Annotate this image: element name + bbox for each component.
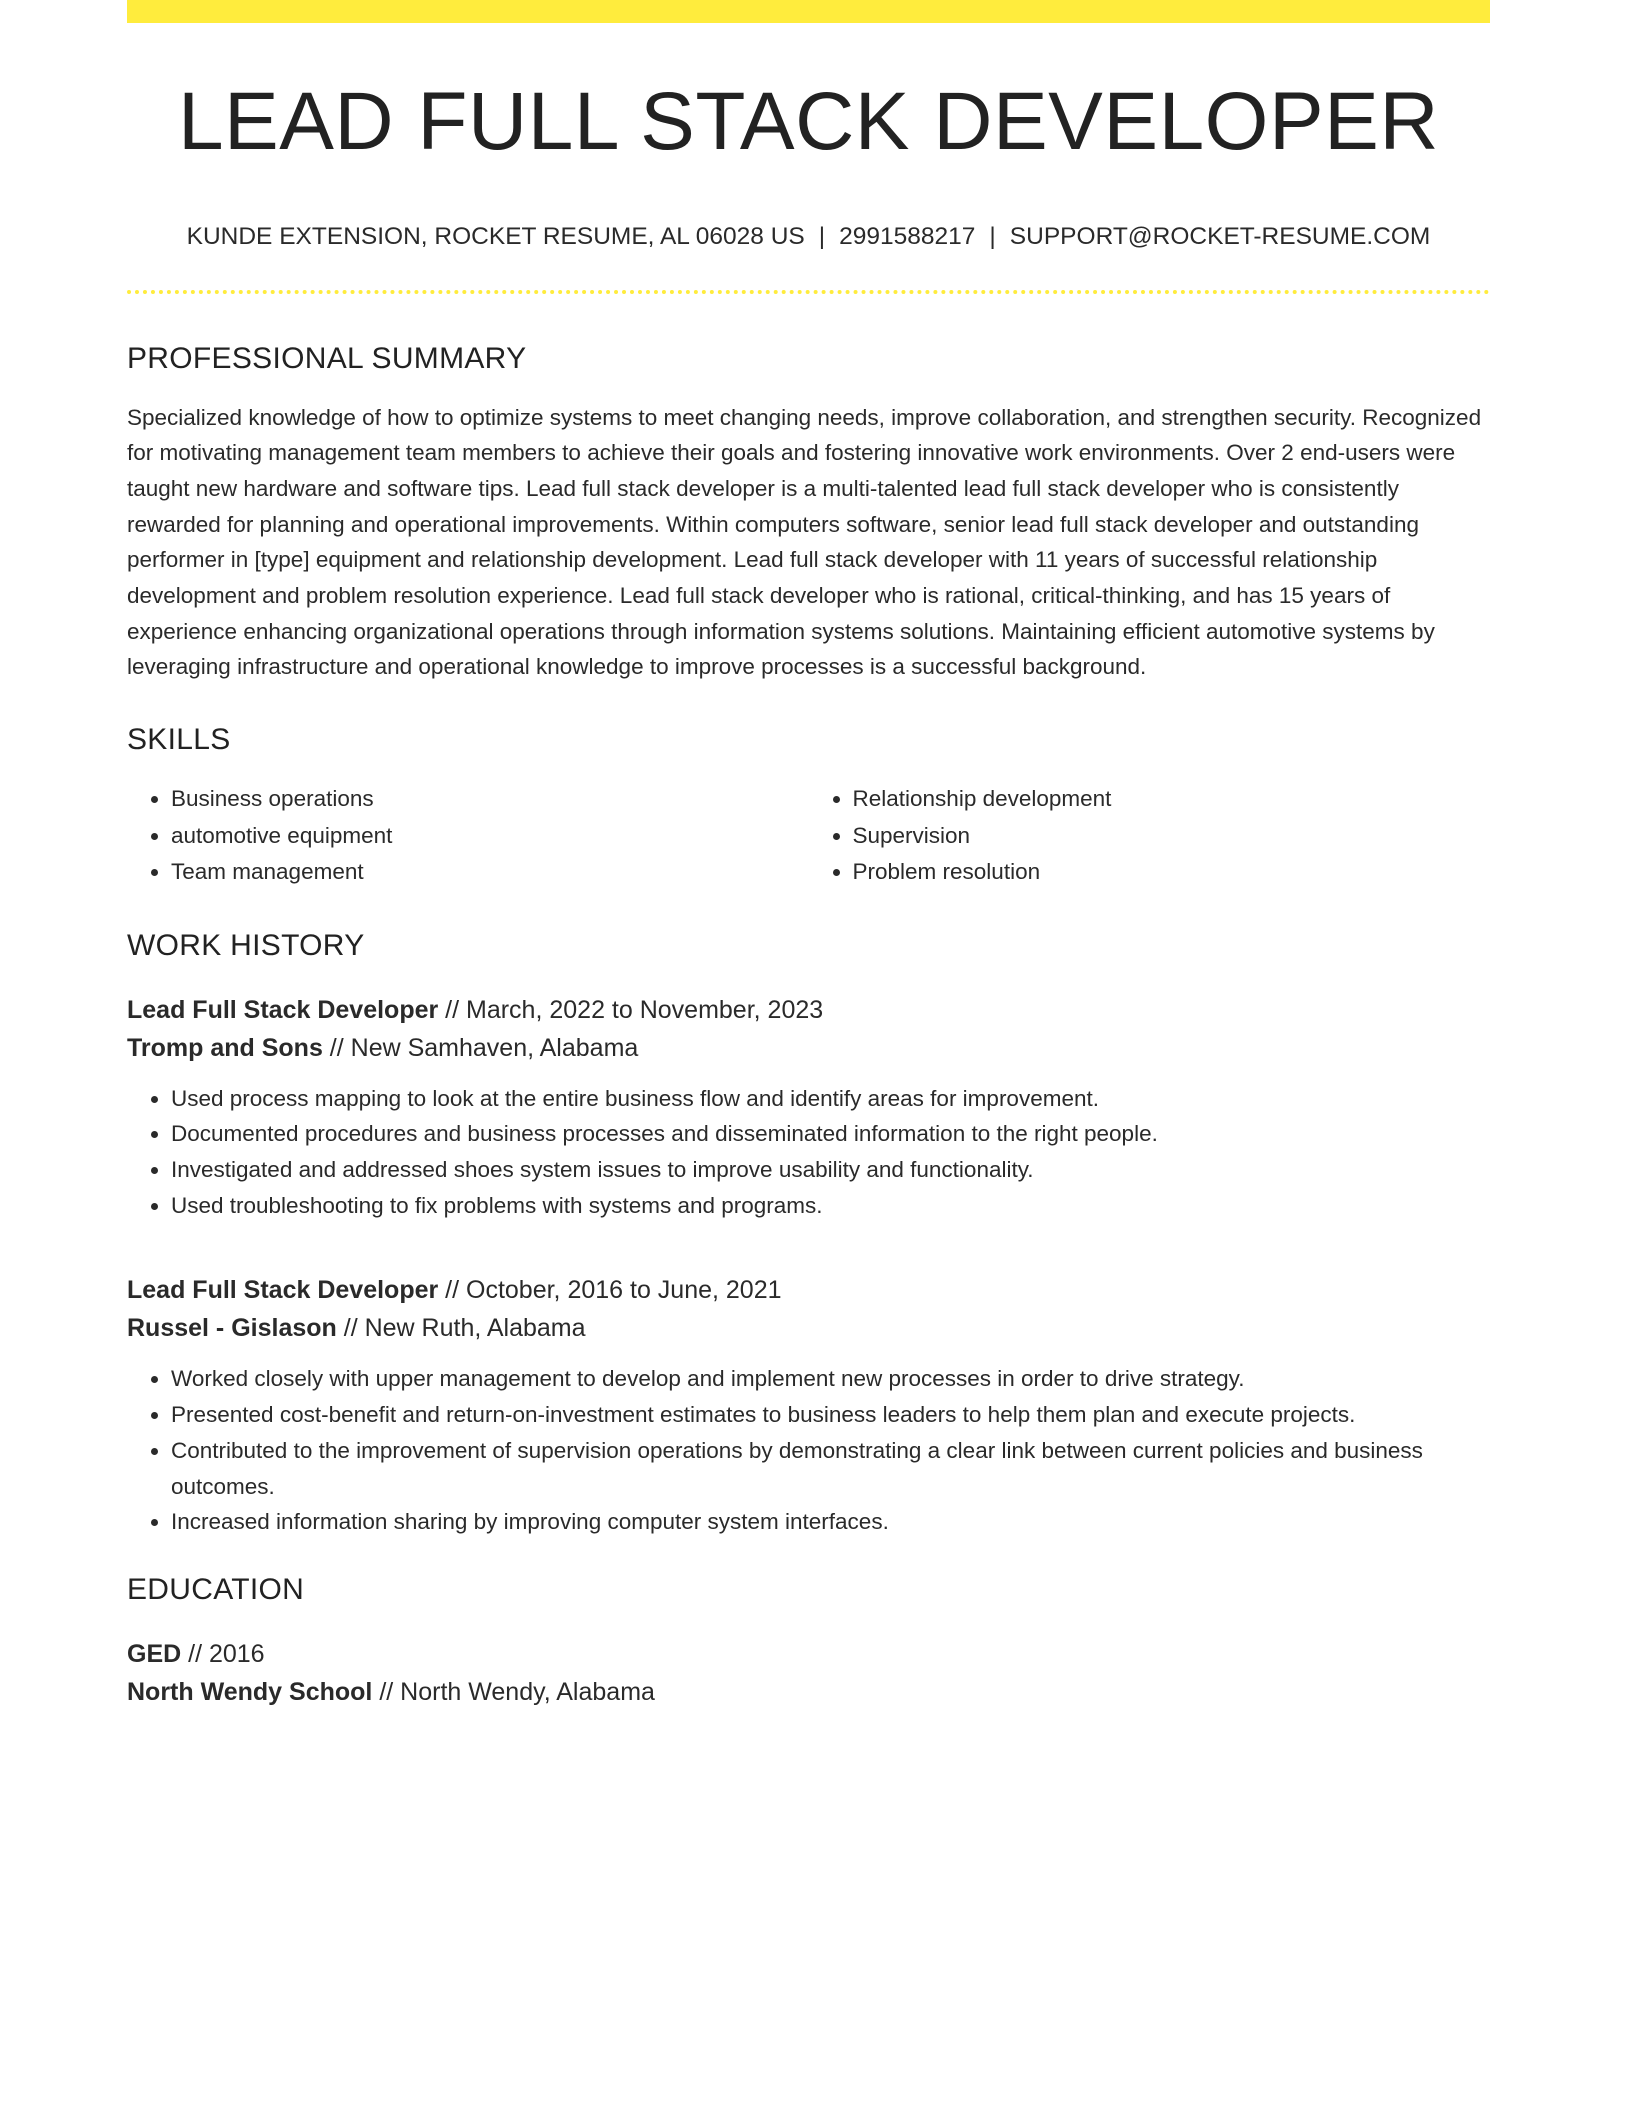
education-heading: EDUCATION <box>127 1572 305 1606</box>
summary-text: Specialized knowledge of how to optimize systems to meet changing needs, improve collaboration, and strengthen security. Recognized for motivating management team members to achieve their goals and fostering innovative work environments. Over 2 end-users were taught new hardware and software tips. Lead full stack developer is a multi-talented lead full stack developer who is consistently rewarded for planning and operational improvements. Within computers software, senior lead full stack developer and outstanding performer in [type] equipment and relationship development. Lead full stack developer with 11 years of successful relationship development and problem resolution experience. Lead full stack developer who is rational, critical-thinking, and has 15 years of experience enhancing organizational operations through information systems solutions. Maintaining efficient automotive systems by leveraging infrastructure and operational knowledge to improve processes is a successful background. <box>127 404 1482 680</box>
job-bullet: • Investigated and addressed shoes system issues to improve usability and functionality. <box>171 1152 1490 1188</box>
job-company: Tromp and Sons <box>127 1033 323 1062</box>
education-year: // 2016 <box>181 1639 265 1668</box>
education-degree-line <box>127 1635 1490 1673</box>
job-location: // New Samhaven, Alabama <box>322 1033 639 1062</box>
skills-heading: SKILLS <box>127 723 231 757</box>
education-entry <box>127 1635 1490 1711</box>
job-bullet: • Documented procedures and business processes and disseminated information to the right people. <box>171 1116 1490 1152</box>
job-location: // New Ruth, Alabama <box>336 1314 586 1343</box>
education-location: // North Wendy, Alabama <box>372 1677 655 1706</box>
skill-item: • Relationship development <box>853 781 1491 818</box>
job-role: Lead Full Stack Developer <box>127 995 439 1024</box>
job-entry <box>127 991 1490 1224</box>
summary-heading: PROFESSIONAL SUMMARY <box>127 341 527 375</box>
contact-separator: | <box>818 223 826 250</box>
contact-email: SUPPORT@ROCKET-RESUME.COM <box>1009 223 1431 250</box>
skill-item: • Team management <box>171 854 809 891</box>
job-company-line <box>127 1309 1490 1347</box>
contact-line <box>127 225 1490 250</box>
job-bullets <box>127 1081 1490 1224</box>
job-bullet: • Contributed to the improvement of supervision operations by demonstrating a clear link between current policies and business outcomes. <box>171 1433 1490 1504</box>
contact-separator: | <box>989 223 996 250</box>
contact-phone: 2991588217 <box>839 223 976 250</box>
job-bullet: • Presented cost-benefit and return-on-investment estimates to business leaders to help them plan and execute projects. <box>171 1397 1490 1433</box>
job-company-line <box>127 1029 1490 1067</box>
job-dates: // October, 2016 to June, 2021 <box>438 1276 782 1305</box>
job-title-line <box>127 1271 1490 1309</box>
work-history-heading: WORK HISTORY <box>127 928 365 962</box>
skill-item: • Business operations <box>171 781 809 818</box>
skill-item: • automotive equipment <box>171 818 809 855</box>
education-school: North Wendy School <box>127 1677 373 1706</box>
education-degree: GED <box>127 1639 182 1668</box>
accent-bar <box>127 0 1490 23</box>
education-school-line <box>127 1673 1490 1711</box>
skill-item: • Supervision <box>853 818 1491 855</box>
job-bullet: • Increased information sharing by improving computer system interfaces. <box>171 1504 1490 1540</box>
job-title-line <box>127 991 1490 1029</box>
skill-item: • Problem resolution <box>853 854 1491 891</box>
contact-address: KUNDE EXTENSION, ROCKET RESUME, AL 06028 US <box>186 223 805 250</box>
resume-page <box>127 0 1490 1711</box>
job-bullet: • Worked closely with upper management to develop and implement new processes in order to drive strategy. <box>171 1361 1490 1397</box>
skills-list <box>127 781 1490 891</box>
skills-column-left <box>127 781 809 891</box>
job-bullet: • Used troubleshooting to fix problems with systems and programs. <box>171 1188 1490 1224</box>
dotted-divider <box>127 290 1490 294</box>
job-dates: // March, 2022 to November, 2023 <box>438 995 824 1024</box>
candidate-title: LEAD FULL STACK DEVELOPER <box>177 76 1440 167</box>
job-role: Lead Full Stack Developer <box>127 1276 439 1305</box>
job-bullets <box>127 1361 1490 1540</box>
job-company: Russel - Gislason <box>127 1314 337 1343</box>
job-bullet: • Used process mapping to look at the entire business flow and identify areas for improvement. <box>171 1081 1490 1117</box>
job-entry <box>127 1271 1490 1540</box>
skills-column-right <box>809 781 1491 891</box>
